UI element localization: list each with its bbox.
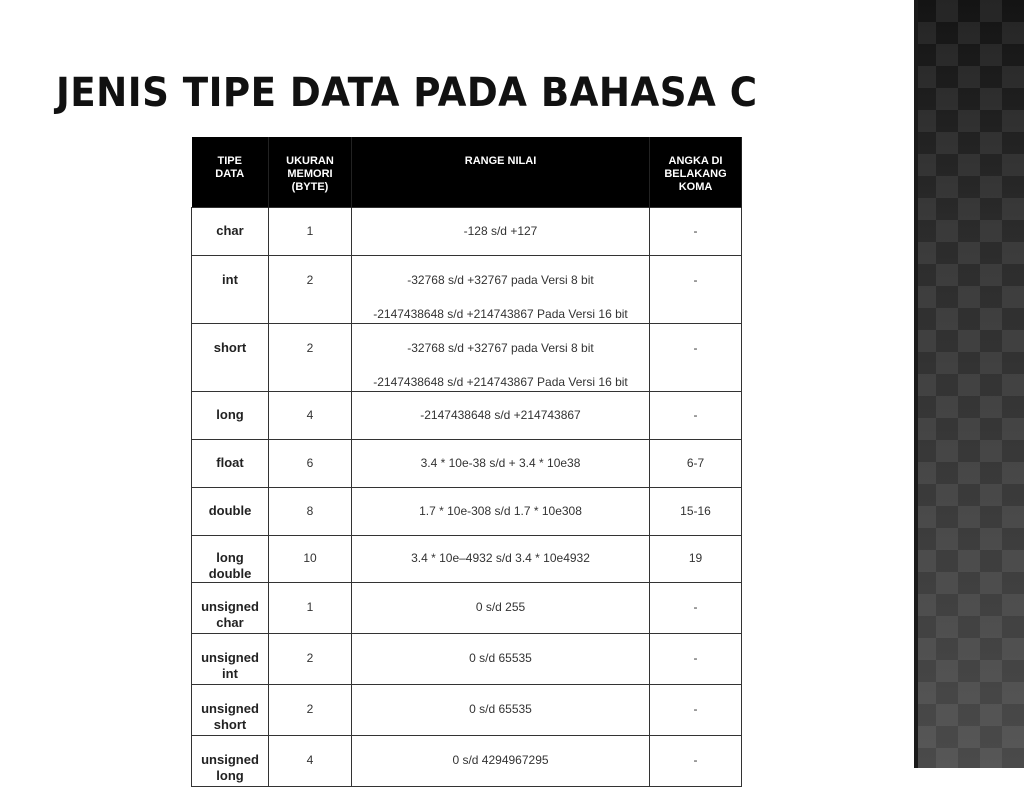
cell-type: char <box>192 208 269 256</box>
cell-decimals: - <box>650 634 742 685</box>
cell-range: -2147438648 s/d +214743867 <box>352 392 650 440</box>
cell-decimals: - <box>650 256 742 324</box>
cell-type: unsigned int <box>192 634 269 685</box>
header-range: RANGE NILAI <box>352 137 650 208</box>
table-row <box>192 488 742 536</box>
header-decimals: ANGKA DI BELAKANG KOMA <box>650 137 742 208</box>
cell-range: 0 s/d 65535 <box>352 634 650 685</box>
cell-decimals: - <box>650 324 742 392</box>
table-row <box>192 634 742 685</box>
cell-range: 0 s/d 4294967295 <box>352 736 650 787</box>
cell-decimals: - <box>650 392 742 440</box>
cell-range: 3.4 * 10e–4932 s/d 3.4 * 10e4932 <box>352 536 650 583</box>
table-row <box>192 324 742 392</box>
cell-type: int <box>192 256 269 324</box>
table-row <box>192 392 742 440</box>
cell-decimals: - <box>650 583 742 634</box>
cell-size: 2 <box>269 634 352 685</box>
cell-range: -32768 s/d +32767 pada Versi 8 bit -2147438648 s/d +214743867 Pada Versi 16 bit <box>352 324 650 392</box>
cell-range: 0 s/d 65535 <box>352 685 650 736</box>
cell-size: 10 <box>269 536 352 583</box>
data-types-table <box>191 137 742 787</box>
header-size: UKURAN MEMORI (BYTE) <box>269 137 352 208</box>
table-row <box>192 440 742 488</box>
header-type: TIPE DATA <box>192 137 269 208</box>
table-row <box>192 208 742 256</box>
cell-type: unsigned short <box>192 685 269 736</box>
cell-size: 4 <box>269 392 352 440</box>
cell-size: 1 <box>269 208 352 256</box>
cell-size: 4 <box>269 736 352 787</box>
cell-range: 1.7 * 10e-308 s/d 1.7 * 10e308 <box>352 488 650 536</box>
table-body <box>192 208 742 787</box>
data-types-table-image <box>191 137 741 783</box>
side-panel-edge <box>914 0 918 768</box>
cell-type: long double <box>192 536 269 583</box>
cell-type: unsigned long <box>192 736 269 787</box>
table-row <box>192 256 742 324</box>
table-row <box>192 536 742 583</box>
cell-size: 1 <box>269 583 352 634</box>
cell-decimals: 19 <box>650 536 742 583</box>
cell-type: double <box>192 488 269 536</box>
slide-title: JENIS TIPE DATA PADA BAHASA C <box>56 70 758 116</box>
table-row <box>192 583 742 634</box>
cell-decimals: - <box>650 736 742 787</box>
cell-size: 2 <box>269 324 352 392</box>
table-header-row <box>192 137 742 208</box>
table-row <box>192 685 742 736</box>
cell-range: 0 s/d 255 <box>352 583 650 634</box>
table-row <box>192 736 742 787</box>
cell-type: float <box>192 440 269 488</box>
cell-range: -128 s/d +127 <box>352 208 650 256</box>
cell-type: long <box>192 392 269 440</box>
cell-size: 6 <box>269 440 352 488</box>
cell-type: unsigned char <box>192 583 269 634</box>
cell-decimals: - <box>650 685 742 736</box>
cell-size: 2 <box>269 685 352 736</box>
decorative-side-panel <box>914 0 1024 768</box>
cell-size: 8 <box>269 488 352 536</box>
cell-decimals: 6-7 <box>650 440 742 488</box>
cell-range: -32768 s/d +32767 pada Versi 8 bit -2147438648 s/d +214743867 Pada Versi 16 bit <box>352 256 650 324</box>
cell-size: 2 <box>269 256 352 324</box>
cell-range: 3.4 * 10e-38 s/d + 3.4 * 10e38 <box>352 440 650 488</box>
cell-decimals: 15-16 <box>650 488 742 536</box>
cell-decimals: - <box>650 208 742 256</box>
cell-type: short <box>192 324 269 392</box>
